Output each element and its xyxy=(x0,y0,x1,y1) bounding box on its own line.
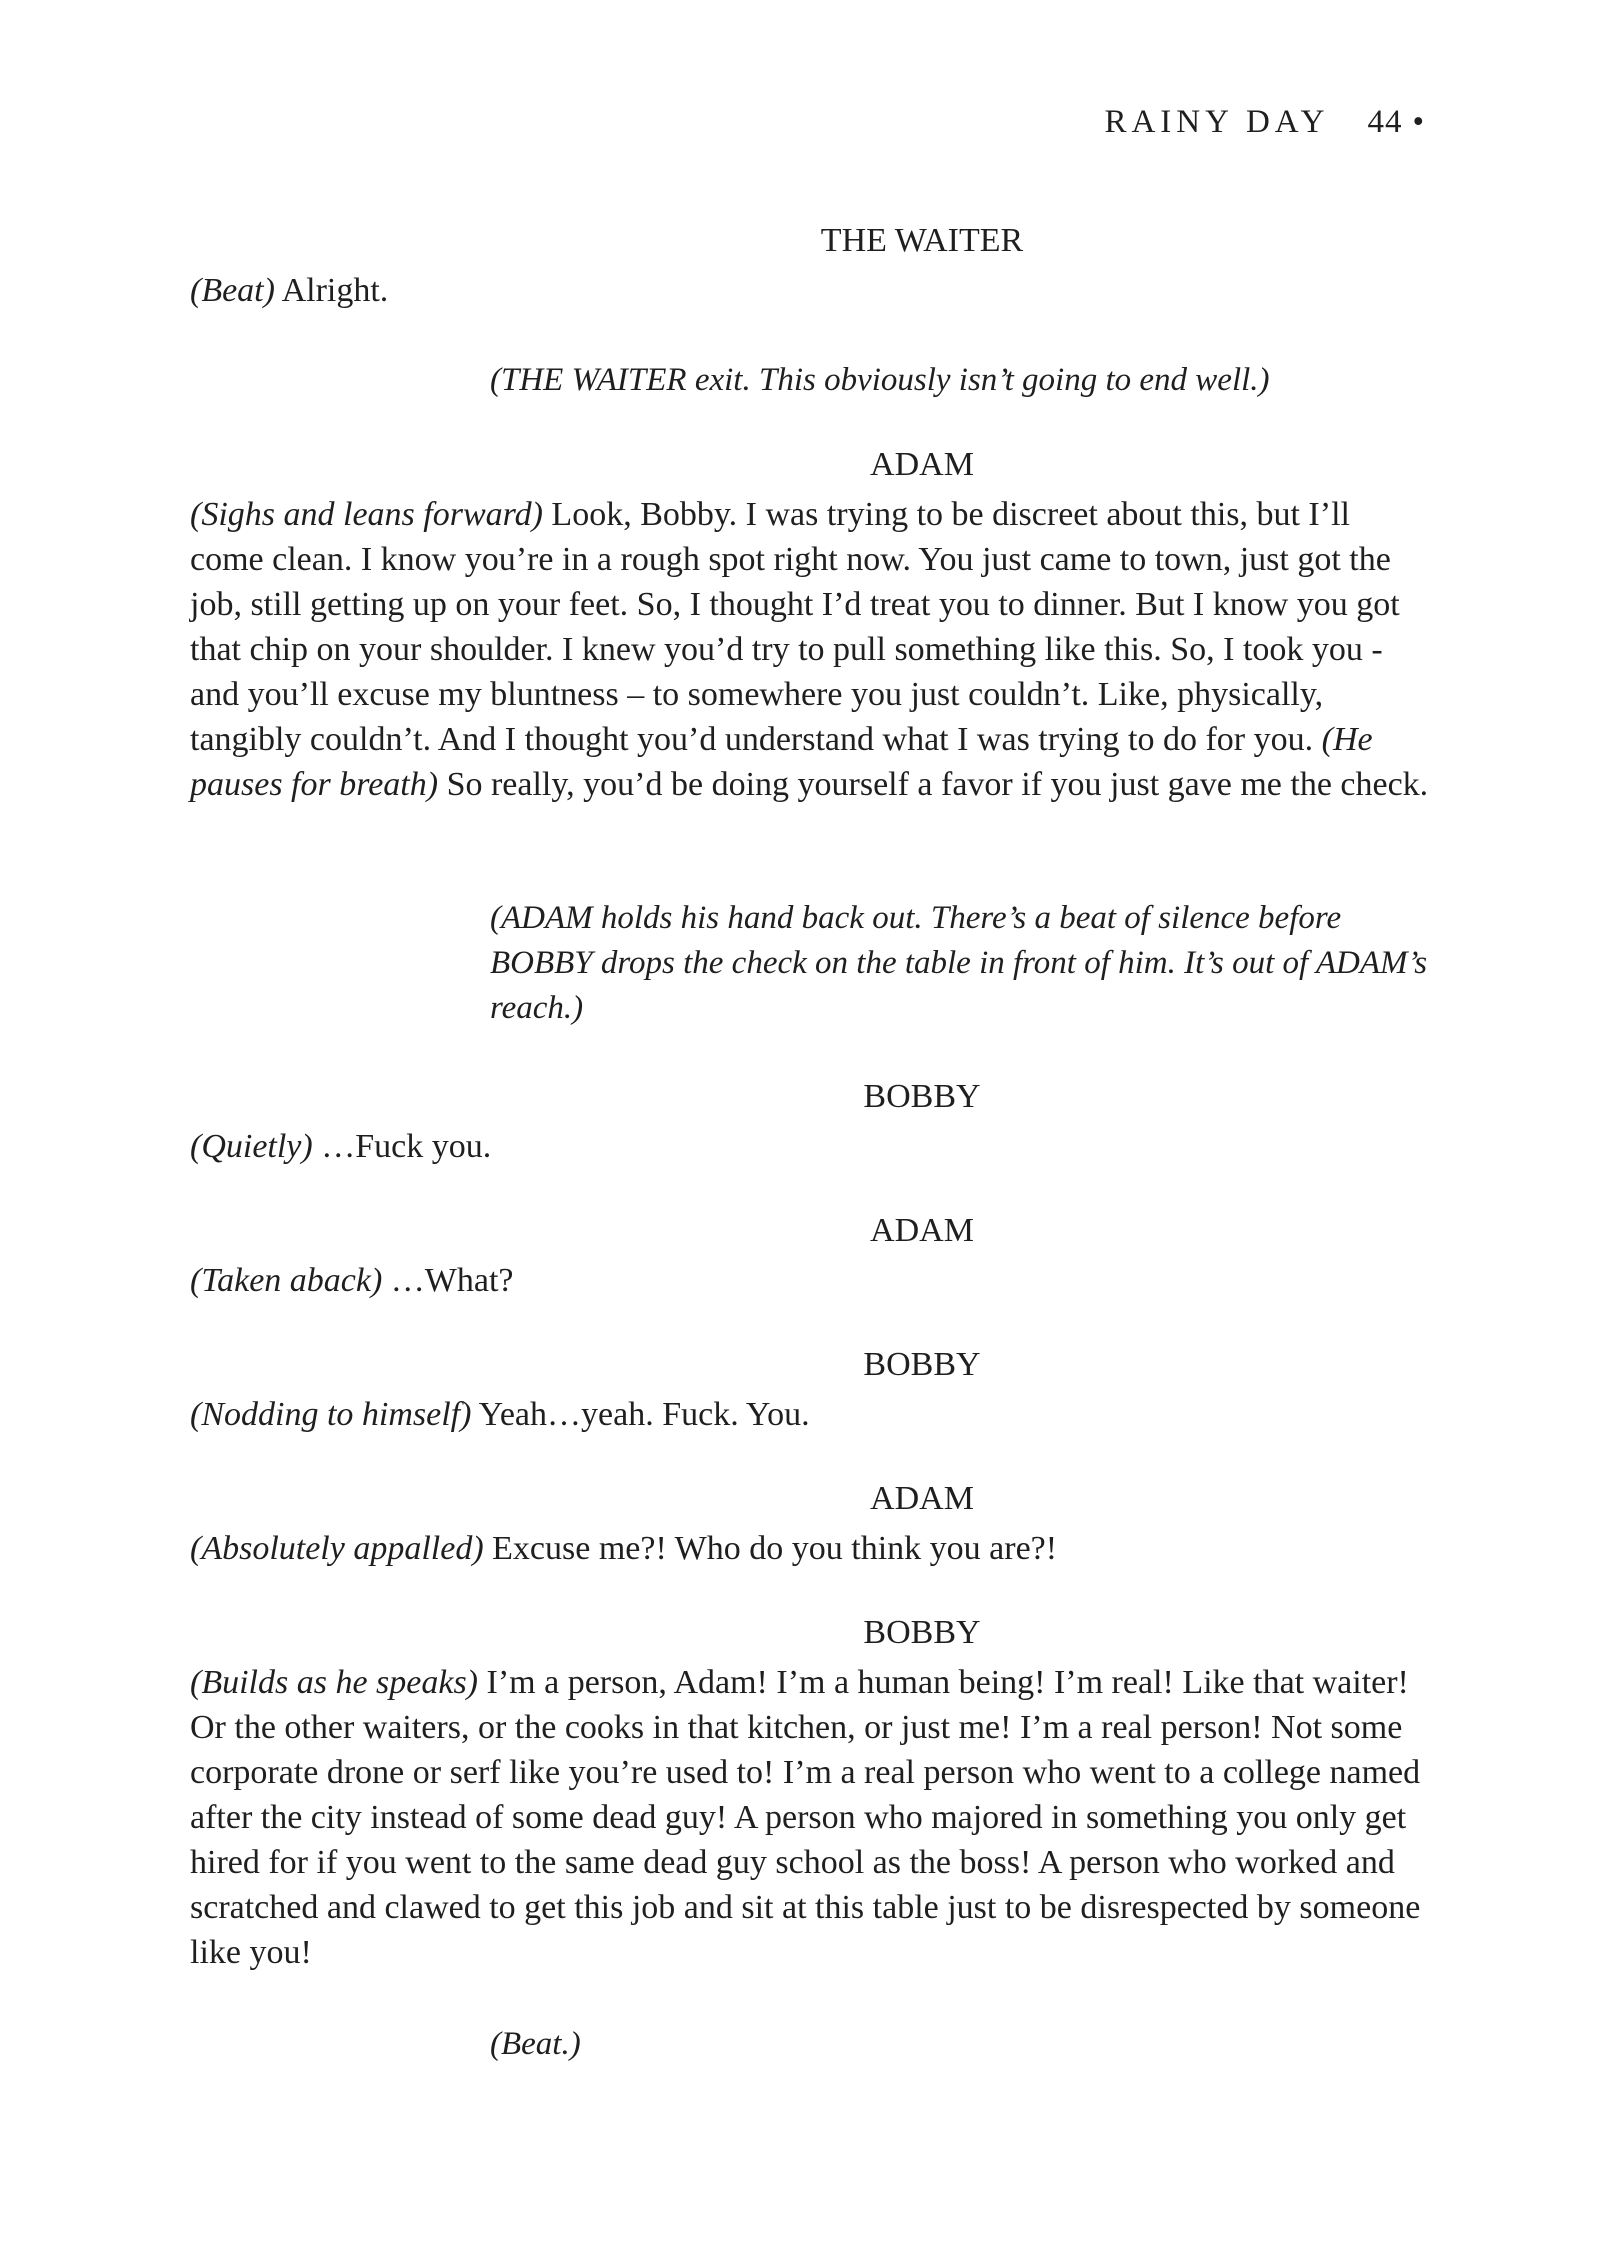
parenthetical: (Beat) xyxy=(190,272,275,309)
character-name: ADAM xyxy=(870,1212,974,1249)
header-title: RAINY DAY xyxy=(1104,104,1330,140)
character-name: ADAM xyxy=(870,446,974,483)
stage-direction: (ADAM holds his hand back out. There’s a beat of silence before BOBBY drops the check on the table in front of him. It’s out of ADAM’s reach.) xyxy=(490,900,1428,1026)
parenthetical: (Taken aback) xyxy=(190,1262,383,1299)
character-name: THE WAITER xyxy=(820,222,1024,259)
dialogue: (Taken aback) …What? xyxy=(190,1262,514,1299)
parenthetical: (He pauses for breath) xyxy=(190,721,1373,803)
page-number: 44 xyxy=(1367,104,1403,140)
parenthetical: (Quietly) xyxy=(190,1128,313,1165)
header-bullet: • xyxy=(1412,104,1424,140)
running-header xyxy=(1104,104,1424,141)
character-name: BOBBY xyxy=(863,1078,981,1115)
dialogue: (Absolutely appalled) Excuse me?! Who do you think you are?! xyxy=(190,1530,1058,1567)
character-name: BOBBY xyxy=(863,1346,981,1383)
character-name: ADAM xyxy=(870,1480,974,1517)
dialogue: (Beat) Alright. xyxy=(190,272,389,309)
parenthetical: (Nodding to himself) xyxy=(190,1396,472,1433)
dialogue: (Builds as he speaks) I’m a person, Adam! I’m a human being! I’m real! Like that waiter! Or the other waiters, or the cooks in that kitchen, or just me! I’m a real person! Not some corporate drone or serf like you’re used to! I’m a real person who went to a college named after the city instead of some dead guy! A person who majored in something you only get hired for if you went to the same dead guy school as the boss! A person who worked and scratched and clawed to get this job and sit at this table just to be disrespected by someone like you! xyxy=(190,1664,1421,1971)
parenthetical: (Absolutely appalled) xyxy=(190,1530,484,1567)
parenthetical: (Builds as he speaks) xyxy=(190,1664,479,1701)
character-name: BOBBY xyxy=(863,1614,981,1651)
stage-direction: (Beat.) xyxy=(490,2026,581,2062)
dialogue: (Nodding to himself) Yeah…yeah. Fuck. You. xyxy=(190,1396,810,1433)
dialogue: (Sighs and leans forward) Look, Bobby. I was trying to be discreet about this, but I’ll come clean. I know you’re in a rough spot right now. You just came to town, just got the job, still getting up on your feet. So, I thought I’d treat you to dinner. But I know you got that chip on your shoulder. I knew you’d try to pull something like this. So, I took you - and you’ll excuse my bluntness – to somewhere you just couldn’t. Like, physically, tangibly couldn’t. And I thought you’d understand what I was trying to do for you. (He pauses for breath) So really, you’d be doing yourself a favor if you just gave me the check. xyxy=(190,496,1429,803)
parenthetical: (Sighs and leans forward) xyxy=(190,496,543,533)
dialogue: (Quietly) …Fuck you. xyxy=(190,1128,492,1165)
stage-direction: (THE WAITER exit. This obviously isn’t going to end well.) xyxy=(490,362,1270,398)
